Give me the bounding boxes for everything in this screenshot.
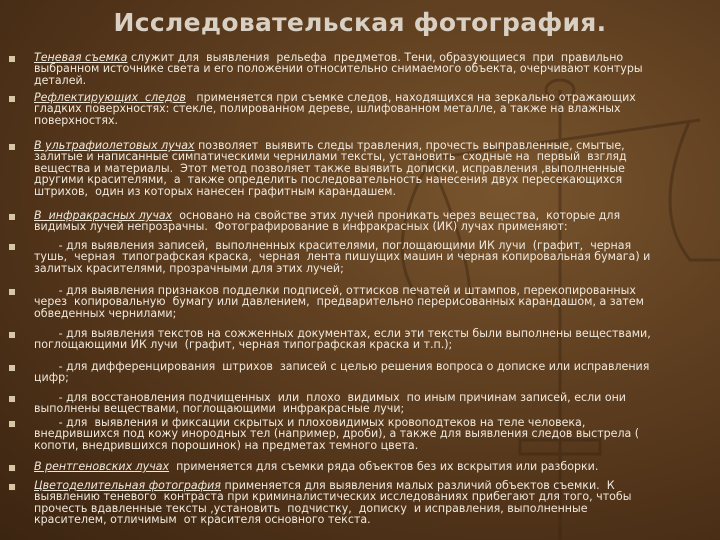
list-item	[8, 210, 720, 233]
list-item-text	[34, 140, 720, 197]
list-item	[8, 92, 720, 126]
list-item-text	[34, 361, 720, 384]
list-item-text	[34, 240, 720, 274]
list-item-text	[34, 92, 720, 126]
list-item-text	[34, 210, 720, 233]
bullet-icon	[9, 56, 15, 62]
bullet-icon	[9, 289, 15, 295]
list-item	[8, 52, 720, 86]
list-item-text	[34, 285, 720, 319]
list-item	[8, 140, 720, 197]
list-item-text	[34, 52, 720, 86]
list-item-body: - для выявления признаков подделки подписей, оттисков печатей и штампов, перекопированных через копировальную бумагу или давлением, предварительно перерисованных карандашом, а затем обведенных чернилами;	[34, 284, 644, 320]
list-item	[8, 240, 720, 274]
list-item-lead: В ультрафиолетовых лучах	[34, 139, 195, 152]
bullet-icon	[9, 465, 15, 471]
list-item-body: применяется при съемке следов, находящихся на зеркально отражающих гладких поверхностях: стекле, полированном дереве, шлифованном металле, а также на влажных поверхностях.	[34, 91, 636, 127]
list-item-lead: В инфракрасных лучах	[34, 209, 173, 222]
list-item	[8, 417, 720, 451]
bullet-icon	[9, 244, 15, 250]
list-item-lead: Цветоделительная фотография	[34, 479, 221, 492]
list-item-lead: В рентгеновских лучах	[34, 460, 170, 473]
list-item	[8, 328, 720, 351]
bullet-icon	[9, 332, 15, 338]
list-item-body: служит для выявления рельефа предметов. Тени, образующиеся при правильно выбранном источнике света и его положении относительно снимаемого объекта, очерчивают контуры деталей.	[34, 51, 643, 87]
list-item-text	[34, 461, 720, 472]
list-item-body: - для выявления и фиксации скрытых и плоховидимых кровоподтеков на теле человека, внедрившихся под кожу инородных тел (например, дроби), а также для выявления следов выстрела ( копоти, внедрившихся порошинок) на предметах темного цвета.	[34, 416, 640, 452]
list-item-body: - для выявления записей, выполненных красителями, поглощающими ИК лучи (графит, черная тушь, черная типографская краска, черная лента пишущих машин и черная копировальная бумага) и залитых красителями, прозрачными для этих лучей;	[34, 239, 651, 275]
slide-title: Исследовательская фотография.	[113, 8, 607, 37]
list-item-text	[34, 480, 720, 526]
list-item	[8, 461, 720, 472]
list-item	[8, 392, 720, 415]
list-item-lead: Теневая съемка	[34, 51, 128, 64]
list-item-text	[34, 392, 720, 415]
list-item	[8, 480, 720, 526]
bullet-icon	[9, 484, 15, 490]
bullet-icon	[9, 214, 15, 220]
bullet-icon	[9, 365, 15, 371]
bullet-icon	[9, 396, 15, 402]
bullet-icon	[9, 96, 15, 102]
list-item-body: позволяет выявить следы травления, прочесть выправленные, смытые, залитые и написанные симпатическими чернилами тексты, установить сходные на первый взгляд вещества и материалы. Этот метод позволяет также выявить дописки, исправления ,выполненные другими красителями, а также определить последовательность нанесения двух пересекающихся штрихов, один из которых нанесен графитным карандашем.	[34, 139, 627, 198]
list-item-text	[34, 417, 720, 451]
list-item-body: применяется для выявления малых различий объектов съемки. К выявлению теневого контраста при криминалистических исследованиях прибегают для того, чтобы прочесть вдавленные тексты ,установить подчистку, дописку и исправления, выполненные красителем, отличимым от красителя основного текста.	[34, 479, 632, 527]
bullet-icon	[9, 421, 15, 427]
list-item-body: - для выявления текстов на сожженных документах, если эти тексты были выполнены веществами, поглощающими ИК лучи (графит, черная типографская краска и т.п.);	[34, 327, 651, 352]
list-item-lead: Рефлектирующих следов	[34, 91, 186, 104]
bullet-icon	[9, 144, 15, 150]
list-item-text	[34, 328, 720, 351]
list-item	[8, 285, 720, 319]
list-item-body: применяется для съемки ряда объектов без их вскрытия или разборки.	[169, 460, 599, 473]
list-item-body: основано на свойстве этих лучей проникать через вещества, которые для видимых лучей непрозрачны. Фотографирование в инфракрасных (ИК) лучах применяют:	[34, 209, 621, 234]
list-item	[8, 361, 720, 384]
list-item-body: - для восстановления подчищенных или плохо видимых по иным причинам записей, если они выполнены веществами, поглощающими инфракрасные лучи;	[34, 391, 626, 416]
list-item-body: - для дифференцирования штрихов записей с целью решения вопроса о дописке или исправления цифр;	[34, 360, 650, 385]
